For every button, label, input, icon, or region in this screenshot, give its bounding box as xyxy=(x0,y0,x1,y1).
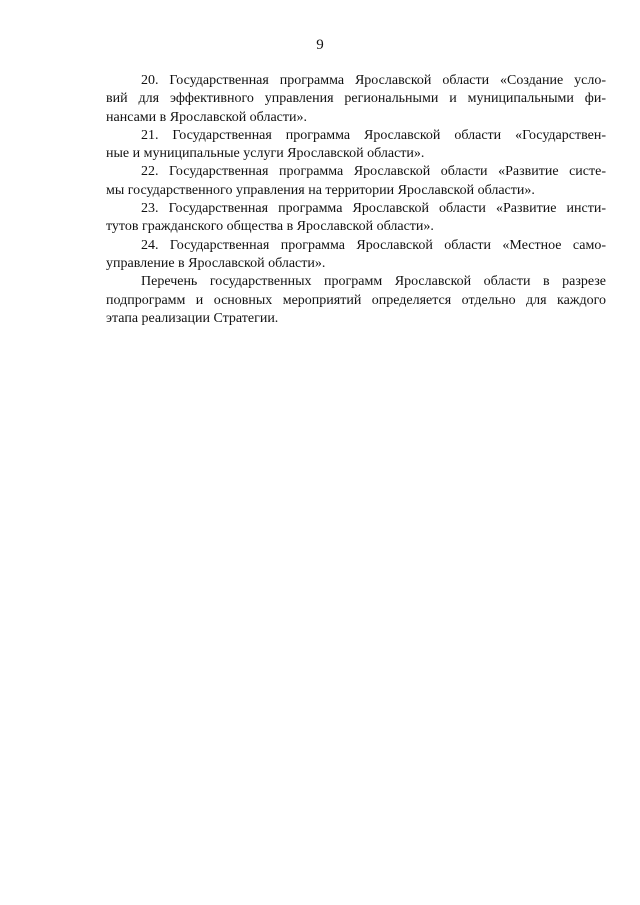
paragraph-program-20 xyxy=(106,72,606,127)
paragraph-line: нансами в Ярославской области». xyxy=(106,109,307,125)
paragraph-line: 20. Государственная программа Ярославской области «Создание усло- xyxy=(141,73,606,88)
paragraph-line: мы государственного управления на территории Ярославской области». xyxy=(106,182,535,198)
paragraph-line: 21. Государственная программа Ярославской области «Государствен- xyxy=(141,127,606,143)
paragraph-program-24 xyxy=(106,237,606,274)
paragraph-program-22 xyxy=(106,163,606,200)
paragraph-line: ные и муниципальные услуги Ярославской области». xyxy=(106,146,425,162)
paragraph-program-list-note xyxy=(106,273,606,328)
paragraph-line: Перечень государственных программ Ярославской области в разрезе xyxy=(141,274,606,290)
page-number: 9 xyxy=(316,37,324,53)
paragraph-line: подпрограмм и основных мероприятий определяется отдельно для каждого xyxy=(106,292,606,308)
paragraph-line: вий для эффективного управления региональными и муниципальными фи- xyxy=(106,91,606,107)
paragraph-line: этапа реализации Стратегии. xyxy=(106,310,279,326)
paragraph-line: 22. Государственная программа Ярославской области «Развитие систе- xyxy=(141,164,606,180)
document-body xyxy=(106,72,606,328)
paragraph-line: 24. Государственная программа Ярославской области «Местное само- xyxy=(141,237,606,253)
paragraph-line: тутов гражданского общества в Ярославской области». xyxy=(106,219,434,235)
paragraph-program-23 xyxy=(106,200,606,237)
paragraph-line: 23. Государственная программа Ярославской области «Развитие инсти- xyxy=(141,201,606,217)
paragraph-line: управление в Ярославской области». xyxy=(106,255,326,271)
paragraph-program-21 xyxy=(106,127,606,164)
